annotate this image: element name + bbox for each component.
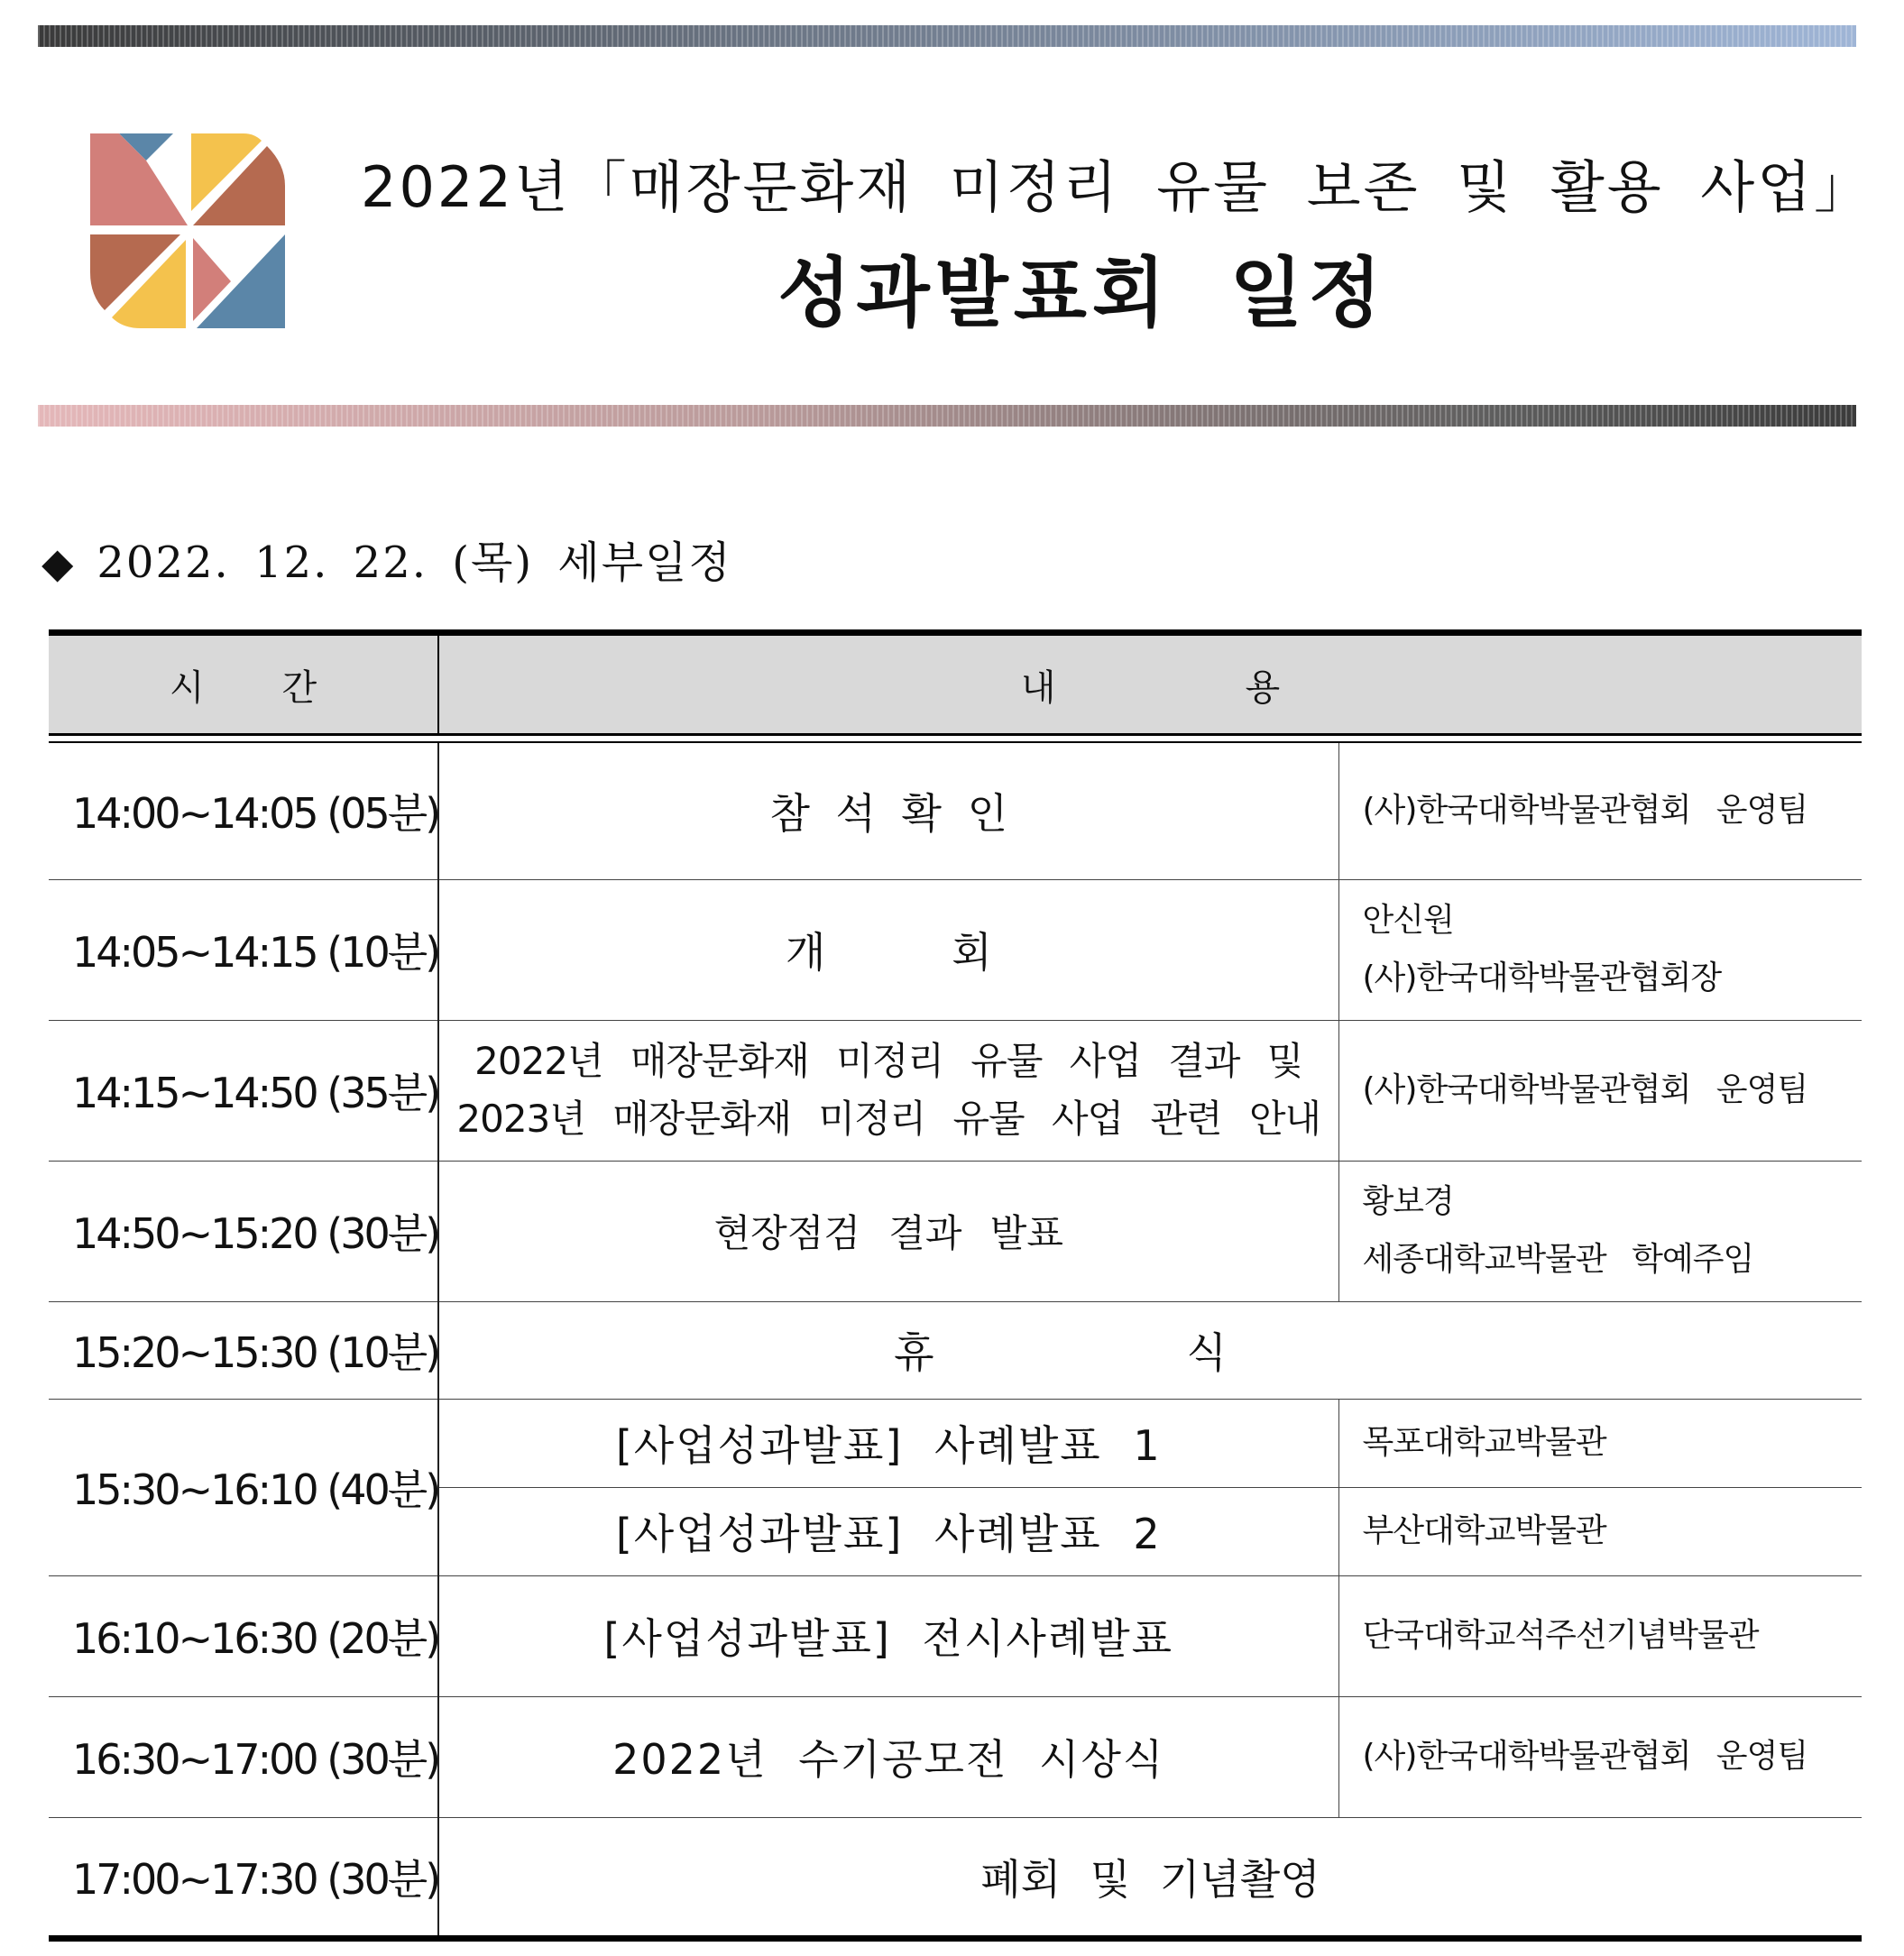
row-content bbox=[438, 1020, 1338, 1161]
table-row bbox=[49, 1399, 1862, 1487]
row-presenter-text: (사)한국대학박물관협회 운영팀 bbox=[1362, 1738, 1808, 1775]
presenter-name: 안신원 bbox=[1362, 902, 1454, 939]
section-heading bbox=[41, 528, 732, 590]
header-spacer bbox=[49, 735, 1862, 743]
row-content-a: 휴 bbox=[894, 1328, 934, 1377]
row-time: 14:05~14:15 (10분) bbox=[49, 879, 438, 1020]
row-presenter bbox=[1338, 1020, 1862, 1161]
row-time: 16:30~17:00 (30분) bbox=[49, 1696, 438, 1817]
row-content-line-2: 2023년 매장문화재 미정리 유물 사업 관련 안내 bbox=[456, 1097, 1321, 1141]
header-content-a: 내 bbox=[1020, 666, 1056, 709]
bottom-decorative-bar bbox=[38, 405, 1856, 427]
row-time: 14:00~14:05 (05분) bbox=[49, 742, 438, 879]
logo-icon bbox=[87, 128, 289, 332]
row-content bbox=[438, 1301, 1862, 1399]
schedule-table bbox=[49, 629, 1862, 1942]
row-content-text: [사업성과발표] 사례발표 1 bbox=[615, 1421, 1162, 1470]
section-heading-text: 2022. 12. 22. (목) 세부일정 bbox=[97, 537, 732, 588]
row-content bbox=[438, 1399, 1338, 1487]
row-presenter bbox=[1338, 1575, 1862, 1696]
row-presenter-text: 단국대학교석주선기념박물관 bbox=[1362, 1617, 1759, 1654]
row-presenter-text: (사)한국대학박물관협회 운영팀 bbox=[1362, 792, 1808, 830]
table-row bbox=[49, 1696, 1862, 1817]
row-content bbox=[438, 1696, 1338, 1817]
row-content bbox=[438, 1487, 1338, 1575]
header-content-b: 용 bbox=[1245, 666, 1281, 709]
row-content bbox=[438, 879, 1338, 1020]
table-row bbox=[49, 1161, 1862, 1301]
row-time: 14:15~14:50 (35분) bbox=[49, 1020, 438, 1161]
row-time: 15:20~15:30 (10분) bbox=[49, 1301, 438, 1399]
row-presenter-text: 부산대학교박물관 bbox=[1362, 1512, 1606, 1549]
presenter-name: 황보경 bbox=[1362, 1183, 1454, 1220]
row-content-line-1: 2022년 매장문화재 미정리 유물 사업 결과 및 bbox=[474, 1039, 1303, 1083]
row-content-b: 회 bbox=[952, 928, 992, 977]
table-row bbox=[49, 742, 1862, 879]
title-line-1: 2022년「매장문화재 미정리 유물 보존 및 활용 사업」 bbox=[361, 154, 1873, 220]
row-presenter-text: (사)한국대학박물관협회 운영팀 bbox=[1362, 1071, 1808, 1108]
header-time-b: 간 bbox=[281, 666, 317, 709]
row-content bbox=[438, 742, 1338, 879]
row-presenter bbox=[1338, 1696, 1862, 1817]
row-presenter bbox=[1338, 1161, 1862, 1301]
row-content bbox=[438, 1161, 1338, 1301]
row-presenter-text: 목포대학교박물관 bbox=[1362, 1424, 1606, 1461]
row-content-b: 식 bbox=[1186, 1328, 1227, 1377]
row-presenter bbox=[1338, 879, 1862, 1020]
table-row bbox=[49, 1575, 1862, 1696]
row-presenter bbox=[1338, 1487, 1862, 1575]
table-row bbox=[49, 1020, 1862, 1161]
presenter-affiliation: (사)한국대학박물관협회장 bbox=[1362, 960, 1722, 996]
row-time: 14:50~15:20 (30분) bbox=[49, 1161, 438, 1301]
row-content bbox=[438, 1817, 1862, 1938]
top-decorative-bar bbox=[38, 25, 1856, 47]
row-content-text: 현장점검 결과 발표 bbox=[713, 1211, 1063, 1255]
row-time: 16:10~16:30 (20분) bbox=[49, 1575, 438, 1696]
header-time bbox=[49, 633, 438, 735]
table-row bbox=[49, 879, 1862, 1020]
table-header-row bbox=[49, 633, 1862, 735]
row-content-a: 개 bbox=[785, 928, 826, 977]
row-content bbox=[438, 1575, 1338, 1696]
title-line-2: 성과발표회 일정 bbox=[777, 249, 1387, 337]
table-row bbox=[49, 1301, 1862, 1399]
row-content-text: 참 석 확 인 bbox=[769, 789, 1008, 839]
row-presenter bbox=[1338, 742, 1862, 879]
row-time: 17:00~17:30 (30분) bbox=[49, 1817, 438, 1938]
row-time: 15:30~16:10 (40분) bbox=[49, 1399, 438, 1575]
row-presenter bbox=[1338, 1399, 1862, 1487]
header-time-a: 시 bbox=[169, 666, 205, 709]
presenter-affiliation: 세종대학교박물관 학예주임 bbox=[1362, 1241, 1754, 1278]
diamond-bullet-icon: ◆ bbox=[41, 538, 74, 587]
row-content-text: 2022년 수기공모전 시상식 bbox=[612, 1735, 1165, 1784]
row-content-text: [사업성과발표] 사례발표 2 bbox=[615, 1510, 1162, 1558]
row-content-text: [사업성과발표] 전시사례발표 bbox=[603, 1614, 1174, 1663]
table-row bbox=[49, 1817, 1862, 1938]
row-content-text: 폐회 및 기념촬영 bbox=[980, 1854, 1320, 1904]
header-content bbox=[438, 633, 1862, 735]
